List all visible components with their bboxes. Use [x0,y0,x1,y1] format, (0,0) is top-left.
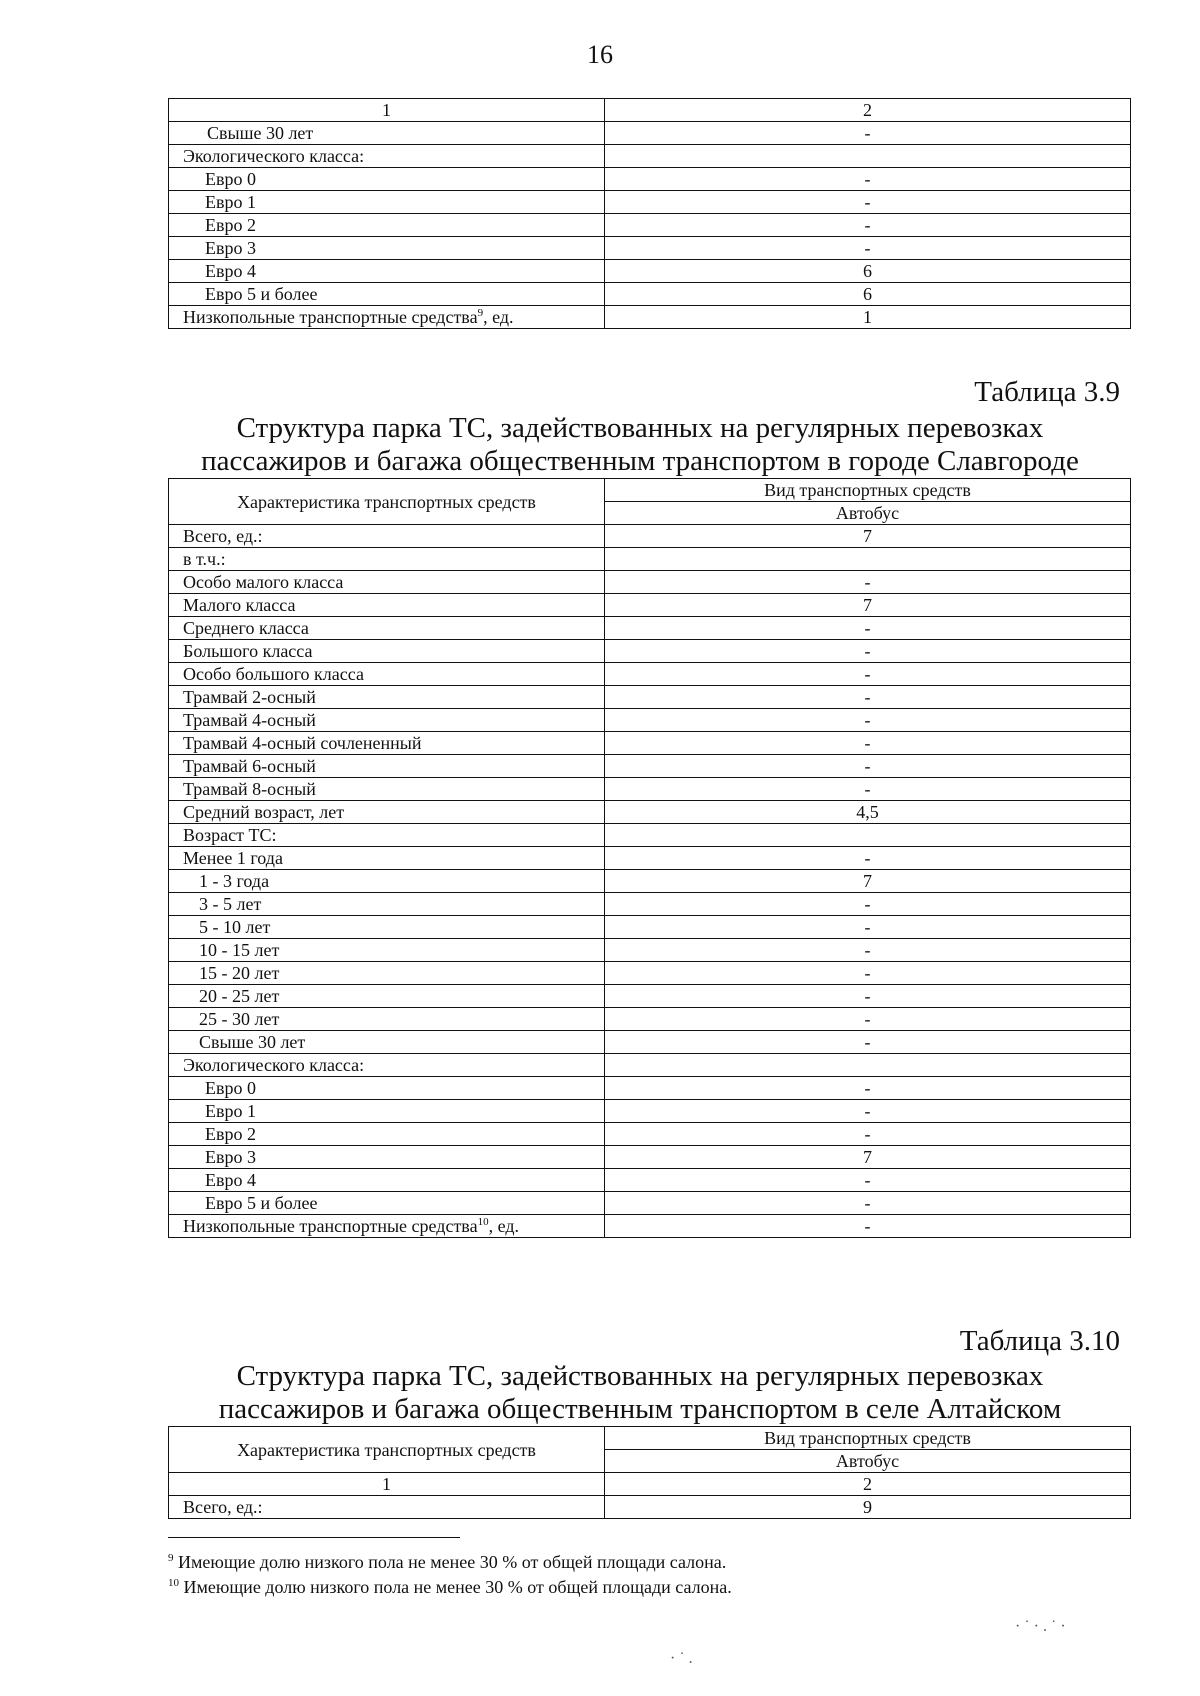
row-value: - [605,1031,1131,1054]
table-row [169,709,1131,732]
table-row [169,663,1131,686]
row-label: Евро 1 [169,191,605,214]
row-label: Евро 2 [169,214,605,237]
footnote-mark: 9 [168,1552,174,1564]
footnote-text: Имеющие долю низкого пола не менее 30 % от общей площади салона. [183,1577,732,1597]
table-row [169,548,1131,571]
table-row [169,594,1131,617]
table-row [169,1077,1131,1100]
row-value: 9 [605,1496,1131,1519]
row-value: - [605,1008,1131,1031]
row-label [169,306,605,329]
row-value: 7 [605,1146,1131,1169]
row-value: 6 [605,283,1131,306]
row-label: в т.ч.: [169,548,605,571]
table-row [169,1008,1131,1031]
row-label: Большого класса [169,640,605,663]
table-row [169,122,1131,145]
table-3-10 [168,1426,1131,1519]
row-value: - [605,962,1131,985]
row-value: - [605,663,1131,686]
table-row [169,145,1131,168]
row-value: 7 [605,870,1131,893]
table-row [169,1146,1131,1169]
row-value: - [605,686,1131,709]
row-label: Менее 1 года [169,847,605,870]
table-row [169,1123,1131,1146]
footnote-mark: 10 [168,1577,179,1589]
row-label: 5 - 10 лет [169,916,605,939]
row-value: 7 [605,525,1131,548]
row-label: Евро 1 [169,1100,605,1123]
row-label: Средний возраст, лет [169,801,605,824]
row-value: - [605,732,1131,755]
table-row [169,870,1131,893]
row-value: - [605,1123,1131,1146]
table-3-10-title-line2: пассажиров и багажа общественным транспортом в селе Алтайском [218,1393,1062,1425]
row-label-suffix: , ед. [483,307,514,327]
row-label: Свыше 30 лет [169,122,605,145]
row-value: - [605,1169,1131,1192]
row-value: - [605,1077,1131,1100]
table-row [169,237,1131,260]
row-label: 10 - 15 лет [169,939,605,962]
table-row [169,893,1131,916]
table-row [169,525,1131,548]
table-header-row [169,479,1131,502]
footnote-divider [168,1537,460,1538]
table-header-row [169,1427,1131,1450]
table-row-low-floor [169,1215,1131,1238]
table-row [169,640,1131,663]
row-label: 3 - 5 лет [169,893,605,916]
page-number: 16 [587,40,613,69]
row-label: 15 - 20 лет [169,962,605,985]
table-row [169,939,1131,962]
row-value: - [605,847,1131,870]
table-row [169,801,1131,824]
table-row [169,283,1131,306]
row-label: Трамвай 8-осный [169,778,605,801]
row-label: Евро 3 [169,1146,605,1169]
table-row [169,962,1131,985]
footnote-9 [168,1552,726,1573]
row-value: - [605,237,1131,260]
row-label [169,1215,605,1238]
header-bus: Автобус [605,502,1131,525]
table-row [169,824,1131,847]
row-label-text: Низкопольные транспортные средства [183,1216,478,1236]
row-label: Возраст ТС: [169,824,605,847]
row-value: - [605,1192,1131,1215]
row-label: Малого класса [169,594,605,617]
table-3-9-title-line1: Структура парка ТС, задействованных на регулярных перевозках [236,412,1044,444]
table-row [169,1169,1131,1192]
table-row [169,191,1131,214]
row-label: Трамвай 4-осный [169,709,605,732]
row-value: - [605,916,1131,939]
row-label: Особо малого класса [169,571,605,594]
row-value: - [605,939,1131,962]
row-label: Евро 5 и более [169,1192,605,1215]
row-label: Особо большого класса [169,663,605,686]
row-label: 25 - 30 лет [169,1008,605,1031]
row-label: 1 - 3 года [169,870,605,893]
table-row [169,617,1131,640]
row-label-suffix: , ед. [488,1216,519,1236]
row-value: - [605,640,1131,663]
table-row [169,847,1131,870]
table-row-low-floor [169,306,1131,329]
table-row [169,732,1131,755]
row-value [605,824,1131,847]
row-value: - [605,571,1131,594]
table-row [169,1100,1131,1123]
row-label: Евро 0 [169,168,605,191]
table-row [169,985,1131,1008]
row-label: Евро 0 [169,1077,605,1100]
row-label: Евро 2 [169,1123,605,1146]
footnote-ref: 10 [477,1216,489,1228]
row-label: Экологического класса: [169,1054,605,1077]
table-row [169,571,1131,594]
table-number-row [169,1473,1131,1496]
row-label: Трамвай 2-осный [169,686,605,709]
table-3-10-title [160,1360,1120,1426]
row-label: Евро 3 [169,237,605,260]
row-label: Свыше 30 лет [169,1031,605,1054]
footnote-10 [168,1577,732,1598]
row-value [605,548,1131,571]
table-continued [168,98,1131,329]
table-row [169,686,1131,709]
row-label: 20 - 25 лет [169,985,605,1008]
table-row [169,916,1131,939]
table-row [169,168,1131,191]
row-value: - [605,617,1131,640]
footnote-text: Имеющие долю низкого пола не менее 30 % от общей площади салона. [178,1552,727,1572]
col-number-1: 1 [169,99,605,122]
col-number-2: 2 [605,1473,1131,1496]
header-characteristic: Характеристика транспортных средств [169,479,605,525]
header-bus: Автобус [605,1450,1131,1473]
row-label: Трамвай 6-осный [169,755,605,778]
table-3-9 [168,478,1131,1238]
row-label-text: Низкопольные транспортные средства [183,307,478,327]
header-vehicle-type: Вид транспортных средств [605,479,1131,502]
table-row [169,260,1131,283]
table-row [169,1031,1131,1054]
table-3-9-label: Таблица 3.9 [974,376,1120,408]
row-value: - [605,122,1131,145]
row-value: - [605,709,1131,732]
row-label: Всего, ед.: [169,1496,605,1519]
row-value: - [605,778,1131,801]
row-value: - [605,1215,1131,1238]
header-characteristic: Характеристика транспортных средств [169,1427,605,1473]
row-value: - [605,214,1131,237]
row-label: Трамвай 4-осный сочлененный [169,732,605,755]
row-value: 4,5 [605,801,1131,824]
table-row [169,1054,1131,1077]
header-vehicle-type: Вид транспортных средств [605,1427,1131,1450]
row-value [605,1054,1131,1077]
table-3-9-title [160,412,1120,478]
row-label: Евро 5 и более [169,283,605,306]
row-label: Евро 4 [169,260,605,283]
table-3-10-title-line1: Структура парка ТС, задействованных на регулярных перевозках [236,1360,1044,1392]
scan-specks: · ˙ · . ˙ · [1015,1618,1066,1635]
row-value: - [605,1100,1131,1123]
table-row [169,214,1131,237]
row-value: 6 [605,260,1131,283]
row-value: - [605,168,1131,191]
row-value: - [605,191,1131,214]
row-value: - [605,755,1131,778]
row-value: 7 [605,594,1131,617]
scan-specks: · ˙ . [670,1650,693,1667]
row-value: - [605,985,1131,1008]
table-3-9-title-line2: пассажиров и багажа общественным транспортом в городе Славгороде [201,445,1079,477]
col-number-2: 2 [605,99,1131,122]
row-label: Среднего класса [169,617,605,640]
table-row [169,1192,1131,1215]
table-row [169,755,1131,778]
table-row [169,1496,1131,1519]
row-value: 1 [605,306,1131,329]
footnote-ref: 9 [477,307,484,319]
row-label: Всего, ед.: [169,525,605,548]
row-value: - [605,893,1131,916]
row-label: Евро 4 [169,1169,605,1192]
row-label: Экологического класса: [169,145,605,168]
table-3-10-label: Таблица 3.10 [959,1325,1120,1357]
col-number-1: 1 [169,1473,605,1496]
table-header-row [169,99,1131,122]
table-row [169,778,1131,801]
row-value [605,145,1131,168]
